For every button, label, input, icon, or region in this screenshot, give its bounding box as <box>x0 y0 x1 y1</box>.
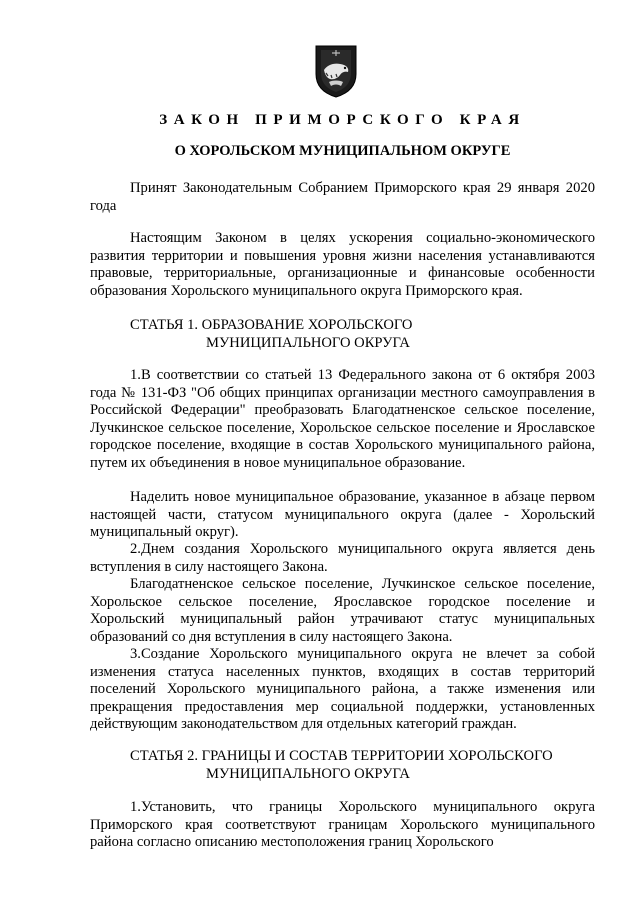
article-2-heading-line2: МУНИЦИПАЛЬНОГО ОКРУГА <box>206 765 410 782</box>
article-1-part-2: 2.Днем создания Хорольского муниципального округа является день вступления в силу настоящего Закона. <box>90 541 595 575</box>
preamble-paragraph: Настоящим Законом в целях ускорения социально-экономического развития территории и повышения уровня жизни населения устанавливаются правовые, территориальные, организационные и финансовые особенности образования Хорольского муниципального округа Приморского края. <box>90 230 595 299</box>
article-2-heading <box>130 748 553 783</box>
article-2-part-1: 1.Установить, что границы Хорольского муниципального округа Приморского края соответствуют границам Хорольского муниципального района согласно описанию местоположения границ Хорольского <box>90 799 595 850</box>
article-1-part-3: 3.Создание Хорольского муниципального округа не влечет за собой изменения статуса населенных пунктов, входящих в состав территорий поселений Хорольского муниципального района, а также изменения или прекращения предоставления мер социальной поддержки, установленных действующим законодательством для отдельных категорий граждан. <box>90 646 595 732</box>
article-1-part-1: 1.В соответствии со статьей 13 Федерального закона от 6 октября 2003 года № 131-ФЗ "Об общих принципах организации местного самоуправления в Российской Федерации" преобразовать Благодатненское сельское поселение, Лучкинское сельское поселение, Хорольское сельское поселение и Ярославское городское поселение, входящие в состав Хорольского муниципального района, путем их объединения в новое муниципальное образование. <box>90 367 595 471</box>
adoption-note: Принят Законодательным Собранием Приморского края 29 января 2020 года <box>90 180 595 214</box>
law-title: ЗАКОН ПРИМОРСКОГО КРАЯ <box>159 112 526 128</box>
article-1-part-1-paragraph-2: Наделить новое муниципальное образование, указанное в абзаце первом настоящей части, статусом муниципального округа (далее - Хорольский муниципальный округ). <box>90 489 595 540</box>
law-subtitle: О ХОРОЛЬСКОМ МУНИЦИПАЛЬНОМ ОКРУГЕ <box>174 143 511 159</box>
article-2-heading-line1: СТАТЬЯ 2. ГРАНИЦЫ И СОСТАВ ТЕРРИТОРИИ ХОРОЛЬСКОГО <box>130 748 553 764</box>
article-1-heading-line1: СТАТЬЯ 1. ОБРАЗОВАНИЕ ХОРОЛЬСКОГО <box>130 317 413 333</box>
article-1-part-2-paragraph-2: Благодатненское сельское поселение, Лучкинское сельское поселение, Хорольское сельское поселение, Ярославское городское поселение и Хорольский муниципальный район утрачивают статус муниципальных образований со дня вступления в силу настоящего Закона. <box>90 576 595 645</box>
article-1-heading <box>130 317 412 352</box>
article-1-heading-line2: МУНИЦИПАЛЬНОГО ОКРУГА <box>206 334 410 351</box>
coat-of-arms-icon <box>314 44 358 98</box>
